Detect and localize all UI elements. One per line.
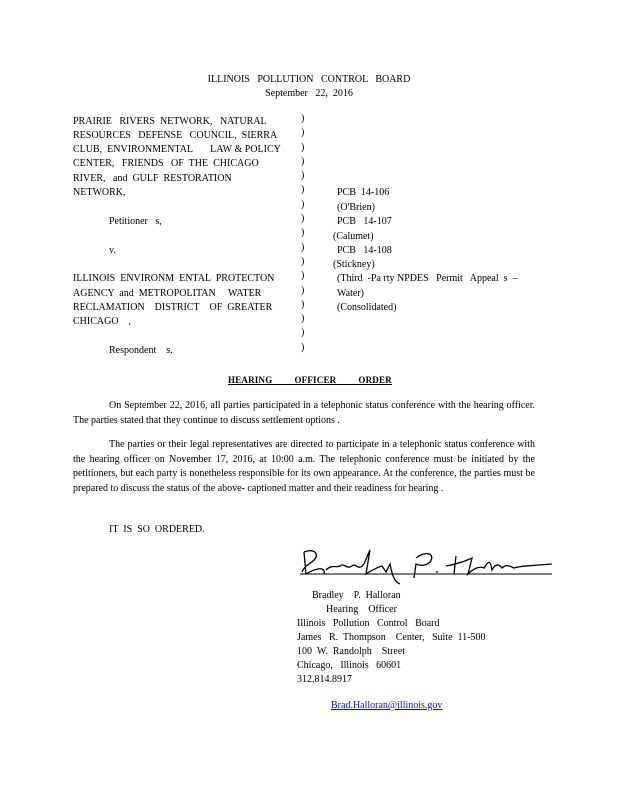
order-date: September 22, 2016 [265, 88, 353, 99]
petitioner-line: CLUB, ENVIRONMENTAL LAW & POLICY [73, 144, 281, 155]
case-line: Water) [337, 288, 364, 299]
case-line: (Third -Pa rty NPDES Permit Appeal s – [337, 273, 518, 284]
case-line: (Stickney) [333, 259, 375, 270]
signer-title: Hearing Officer [326, 604, 397, 615]
respondent-line: RECLAMATION DISTRICT OF GREATER [73, 302, 273, 313]
signer-name: Bradley P. Halloran [312, 590, 401, 601]
petitioners-label: Petitioner s, [109, 216, 162, 227]
order-title: HEARING OFFICER ORDER [228, 375, 392, 385]
signer-org: Illinois Pollution Control Board [297, 618, 440, 629]
board-name: ILLINOIS POLLUTION CONTROL BOARD [207, 74, 411, 85]
respondents-label: Respondent s. [109, 345, 173, 356]
case-line: (O'Brien) [337, 202, 375, 213]
respondent-line: AGENCY and METROPOLITAN WATER [73, 288, 262, 299]
respondent-line: ILLINOIS ENVIRONM ENTAL PROTECTON [73, 273, 275, 284]
signature-image [296, 544, 556, 590]
case-line: PCB 14-108 [337, 245, 392, 256]
signer-email-link[interactable]: Brad.Halloran@illinois.gov [331, 700, 443, 711]
case-line: (Consolidated) [337, 302, 397, 313]
paragraph-2: The parties or their legal representatives are directed to participate in a telephonic status conference with the hearing officer on November 17, 2016, at 10:00 a.m. The telephonic conference must be initiated by the petitioners, but each party is nonetheless responsible for its own appearance. At the conference, the parties must be prepared to discuss the status of the above- captioned matter and their readiness for hearing . [73, 439, 535, 494]
so-ordered: IT IS SO ORDERED. [109, 524, 205, 535]
caption-parens: ) ) ) ) ) ) ) ) ) ) ) ) ) ) ) ) ) [301, 113, 305, 353]
petitioner-line: CENTER, FRIENDS OF THE CHICAGO [73, 158, 259, 169]
signer-address-1: James R. Thompson Center, Suite 11-500 [297, 632, 486, 643]
email-line [326, 688, 465, 712]
petitioner-line: NETWORK, [73, 187, 126, 198]
petitioner-line: RESOURCES DEFENSE COUNCIL, SIERRA [73, 130, 278, 141]
signer-address-3: Chicago, Illinois 60601 [297, 660, 402, 671]
case-line: PCB 14-107 [337, 216, 392, 227]
paragraph-1: On September 22, 2016, all parties participated in a telephonic status conference with the hearing officer. The parties stated that they continue to discuss settlement options . [73, 400, 535, 426]
versus: v. [109, 245, 116, 256]
petitioner-line: PRAIRIE RIVERS NETWORK, NATURAL [73, 116, 267, 127]
signer-address-2: 100 W. Randolph Street [297, 646, 406, 657]
petitioner-line: RIVER, and GULF RESTORATION [73, 173, 232, 184]
case-line: (Calumet) [333, 231, 374, 242]
signer-phone: 312.814.8917 [297, 674, 352, 685]
respondent-line: CHICAGO , [73, 316, 132, 327]
case-line: PCB 14-106 [337, 187, 390, 198]
